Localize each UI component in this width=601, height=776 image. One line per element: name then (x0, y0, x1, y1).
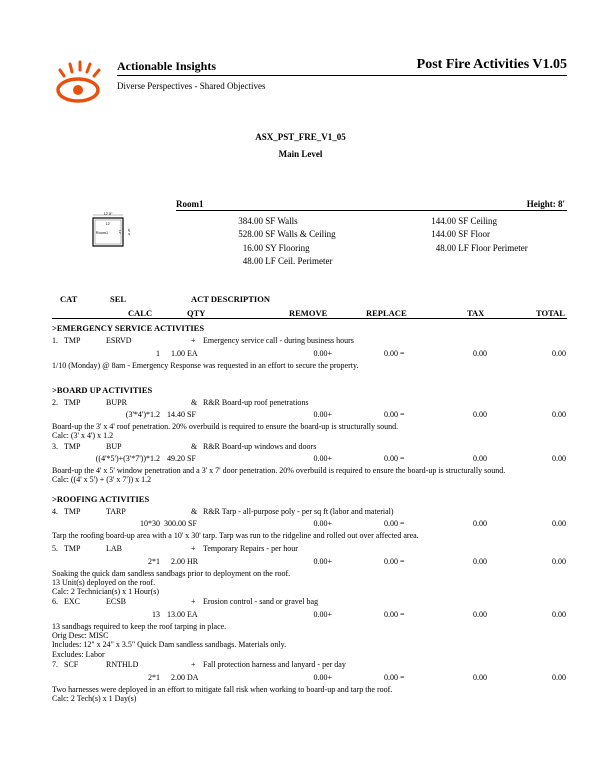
col-total: TOTAL (536, 308, 565, 318)
estimate-name: ASX_PST_FRE_V1_05 (255, 132, 346, 142)
sketch-dim-side-inner: 12' (118, 230, 122, 234)
col-replace: REPLACE (366, 308, 407, 318)
section-title: >EMERGENCY SERVICE ACTIVITIES (52, 323, 205, 333)
level-title: Main Level (278, 149, 323, 159)
measurement-row: 528.00 SF Walls & Ceiling (238, 229, 336, 240)
measurement-row: 48.00 LF Ceil. Perimeter (242, 255, 333, 266)
col-act-desc: ACT DESCRIPTION (191, 294, 270, 304)
header-divider (117, 75, 567, 76)
room-measurements-left (218, 215, 336, 268)
company-tagline: Diverse Perspectives - Shared Objectives (117, 81, 266, 91)
header-rule (52, 318, 567, 319)
section-title: >ROOFING ACTIVITIES (52, 494, 150, 504)
col-remove: REMOVE (289, 308, 328, 318)
room-name: Room1 (176, 199, 204, 209)
measurement-row: 144.00 SF Ceiling (431, 216, 498, 226)
measurement-row: 48.00 LF Floor Perimeter (435, 242, 528, 253)
room-divider (176, 210, 567, 211)
measurement-row: 144.00 SF Floor (431, 229, 491, 240)
measurement-row: 384.00 SF Walls (238, 216, 298, 226)
room-height: Height: 8' (526, 199, 565, 209)
measurement-row: 16.00 SY Flooring (242, 242, 310, 253)
sketch-dim-side: 12' 8" (127, 228, 131, 236)
col-tax: TAX (467, 308, 485, 318)
room-measurements-right (411, 215, 528, 255)
eye-logo-icon (52, 56, 104, 108)
col-cat: CAT (60, 294, 78, 304)
room-sketch (88, 212, 134, 252)
document-title: Post Fire Activities V1.05 (416, 57, 567, 72)
section-title: >BOARD UP ACTIVITIES (52, 385, 153, 395)
col-qty: QTY (187, 308, 206, 318)
company-name: Actionable Insights (117, 59, 217, 73)
col-calc: CALC (128, 308, 153, 318)
sketch-room-label: Room1 (95, 231, 109, 235)
sketch-dim-inner: 12' (105, 222, 111, 226)
col-sel: SEL (110, 294, 127, 304)
sketch-dim-top: 12' 8" (103, 212, 113, 216)
